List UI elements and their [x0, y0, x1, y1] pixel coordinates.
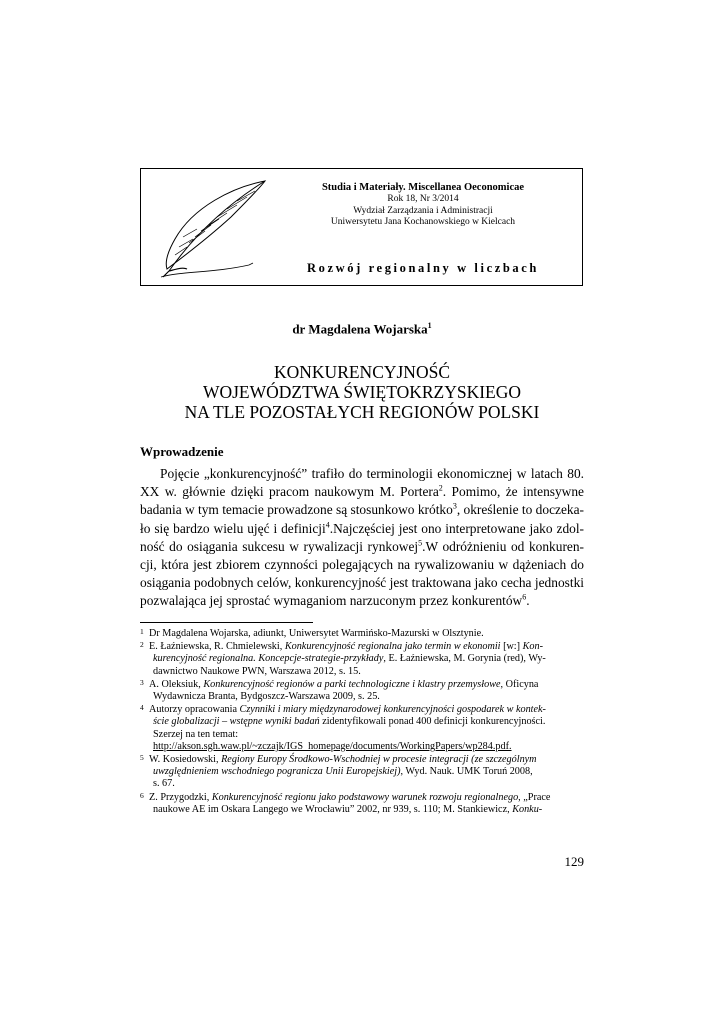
journal-header-text	[289, 181, 557, 229]
text-run: ność do osiągania sukcesu w rywalizacji rynkowej	[140, 538, 419, 554]
footnote-ref: 2	[438, 483, 443, 493]
text-run: , określenie to doczeka-	[456, 502, 584, 518]
footnote-number: 4	[140, 703, 144, 713]
text-run: badania w tym temacie prowadzone są stosunkowo krótko	[140, 502, 453, 518]
footnote-number: 2	[140, 640, 144, 650]
footnote-number: 1	[140, 627, 144, 636]
footnote-line	[149, 653, 584, 665]
text-run: s. 67.	[153, 778, 175, 790]
footnote-line	[149, 641, 584, 653]
footnote	[140, 679, 584, 703]
journal-title: Studia i Materiały. Miscellanea Oeconomicae	[321, 182, 525, 193]
article-title	[0, 362, 724, 422]
footnote-ref: 3	[452, 501, 457, 511]
footnotes	[140, 628, 584, 817]
text-run: „Prace	[520, 791, 551, 803]
text-run: Z. Przygodzki,	[149, 791, 212, 803]
footnote-number: 6	[140, 790, 144, 800]
author-footnote-ref: 1	[427, 321, 432, 330]
footnote-number: 3	[140, 677, 144, 687]
text-run: , E. Łaźniewska, M. Gorynia (red), Wy-	[383, 653, 546, 665]
text-run: .Najczęściej jest ono interpretowane jako zdol-	[329, 520, 585, 536]
footnote	[140, 628, 584, 640]
paragraph-line	[140, 465, 584, 483]
footnote	[140, 641, 584, 678]
text-run: zidentyfikowali ponad 400 definicji konkurencyjności.	[319, 716, 546, 728]
text-run: cji, która jest zbiorem czynności polegających na rywalizowaniu w dążeniach do	[140, 557, 584, 573]
text-run: , Oficyna	[500, 678, 539, 690]
italic-run: uwzględnieniem wschodniego pogranicza Unii Europejskiej)	[153, 766, 401, 778]
quill-pen-icon	[153, 177, 271, 281]
italic-run: Kon-	[522, 641, 543, 653]
footnote	[140, 704, 584, 753]
italic-run: Regiony Europy Środkowo-Wschodniej w procesie integracji (ze szczególnym	[221, 754, 537, 766]
url-link[interactable]: http://akson.sgh.waw.pl/~zczajk/IGS_homepage/documents/WorkingPapers/wp284.pdf.	[153, 740, 512, 752]
title-line: KONKURENCYJNOŚĆ	[274, 362, 450, 382]
footnote-line	[149, 729, 584, 741]
text-run: .W odróżnieniu od konkuren-	[422, 538, 584, 554]
text-run: dawnictwo Naukowe PWN, Warszawa 2012, s. 15.	[153, 665, 361, 677]
text-run: Autorzy opracowania	[149, 704, 240, 716]
footnote-line	[149, 754, 584, 766]
paragraph-line	[140, 501, 584, 519]
paragraph-line	[140, 538, 584, 556]
footnote-line	[149, 766, 584, 778]
text-run: , Wyd. Nauk. UMK Toruń 2008,	[400, 766, 533, 778]
footnote-line	[149, 666, 584, 678]
italic-run: ście globalizacji – wstępne wyniki badań	[153, 716, 320, 728]
text-run: W. Kosiedowski,	[149, 754, 222, 766]
text-run: pozwalająca jej sprostać wymaganiom narzuconym przez konkurentów	[140, 593, 523, 609]
footnote	[140, 754, 584, 791]
text-run: [w:]	[500, 641, 523, 653]
journal-faculty: Wydział Zarządzania i Administracji	[353, 205, 493, 216]
journal-header-box	[140, 168, 583, 286]
text-run: . Pomimo, że intensywne	[442, 484, 584, 500]
journal-university: Uniwersytetu Jana Kochanowskiego w Kielcach	[330, 217, 516, 227]
footnote-line	[149, 628, 584, 640]
italic-run: Konkurencyjność regionalna jako termin w ekonomii	[284, 641, 501, 653]
footnote-line	[149, 679, 584, 691]
footnote-line	[149, 741, 584, 753]
italic-run: Konku-	[512, 803, 543, 815]
paragraph-line	[140, 520, 584, 538]
footnote-ref: 4	[325, 520, 330, 530]
journal-section-title: Rozwój regionalny w liczbach	[307, 261, 539, 275]
footnote-line	[149, 704, 584, 716]
footnote-line	[149, 716, 584, 728]
paragraph-line	[140, 592, 584, 610]
footnote-line	[149, 778, 584, 790]
footnote-line	[149, 691, 584, 703]
footnote-ref: 6	[522, 592, 527, 602]
footnote	[140, 792, 584, 816]
footnote-ref: 5	[418, 538, 423, 548]
text-run: Szerzej na ten temat:	[153, 728, 239, 740]
text-run: Dr Magdalena Wojarska, adiunkt, Uniwersytet Warmińsko-Mazurski w Olsztynie.	[149, 628, 484, 639]
text-run: XX w. głównie dzięki pracom naukowym M. Portera	[140, 484, 439, 500]
text-run: .	[526, 593, 530, 609]
footnote-number: 5	[140, 753, 144, 763]
section-heading: Wprowadzenie	[140, 444, 224, 459]
text-run: E. Łaźniewska, R. Chmielewski,	[149, 641, 285, 653]
text-run: Pojęcie „konkurencyjność” trafiło do terminologii ekonomicznej w latach 80.	[160, 466, 584, 481]
title-line: WOJEWÓDZTWA ŚWIĘTOKRZYSKIEGO	[202, 382, 522, 402]
footnote-separator	[140, 622, 313, 623]
text-run: Wydawnicza Branta, Bydgoszcz-Warszawa 2009, s. 25.	[153, 691, 380, 703]
italic-run: Czynniki i miary międzynarodowej konkurencyjności gospodarek w kontek-	[239, 704, 546, 716]
footnote-line	[149, 792, 584, 804]
author-name: dr Magdalena Wojarska	[292, 321, 428, 337]
paragraph-line	[140, 574, 584, 592]
text-run: ło się bardzo wielu ujęć i definicji	[140, 520, 326, 536]
text-run: A. Oleksiuk,	[149, 678, 204, 690]
footnote-line	[149, 804, 584, 816]
text-run: osiągania podobnych celów, konkurencyjność jest traktowana jako cecha jednostki	[140, 575, 584, 591]
intro-paragraph	[140, 465, 584, 611]
page-number: 129	[564, 854, 584, 869]
italic-run: Konkurencyjność regionu jako podstawowy warunek rozwoju regionalnego,	[211, 791, 521, 803]
article-author	[0, 321, 724, 337]
paragraph-line	[140, 556, 584, 574]
italic-run: Konkurencyjność regionów a parki technologiczne i klastry przemysłowe	[203, 678, 501, 690]
text-run: naukowe AE im Oskara Langego we Wrocławiu” 2002, nr 939, s. 110; M. Stankiewicz,	[153, 803, 513, 815]
italic-run: kurencyjność regionalna. Koncepcje-strategie-przykłady	[153, 653, 384, 665]
journal-issue: Rok 18, Nr 3/2014	[387, 194, 459, 204]
title-line: NA TLE POZOSTAŁYCH REGIONÓW POLSKI	[184, 402, 540, 422]
paragraph-line	[140, 483, 584, 501]
